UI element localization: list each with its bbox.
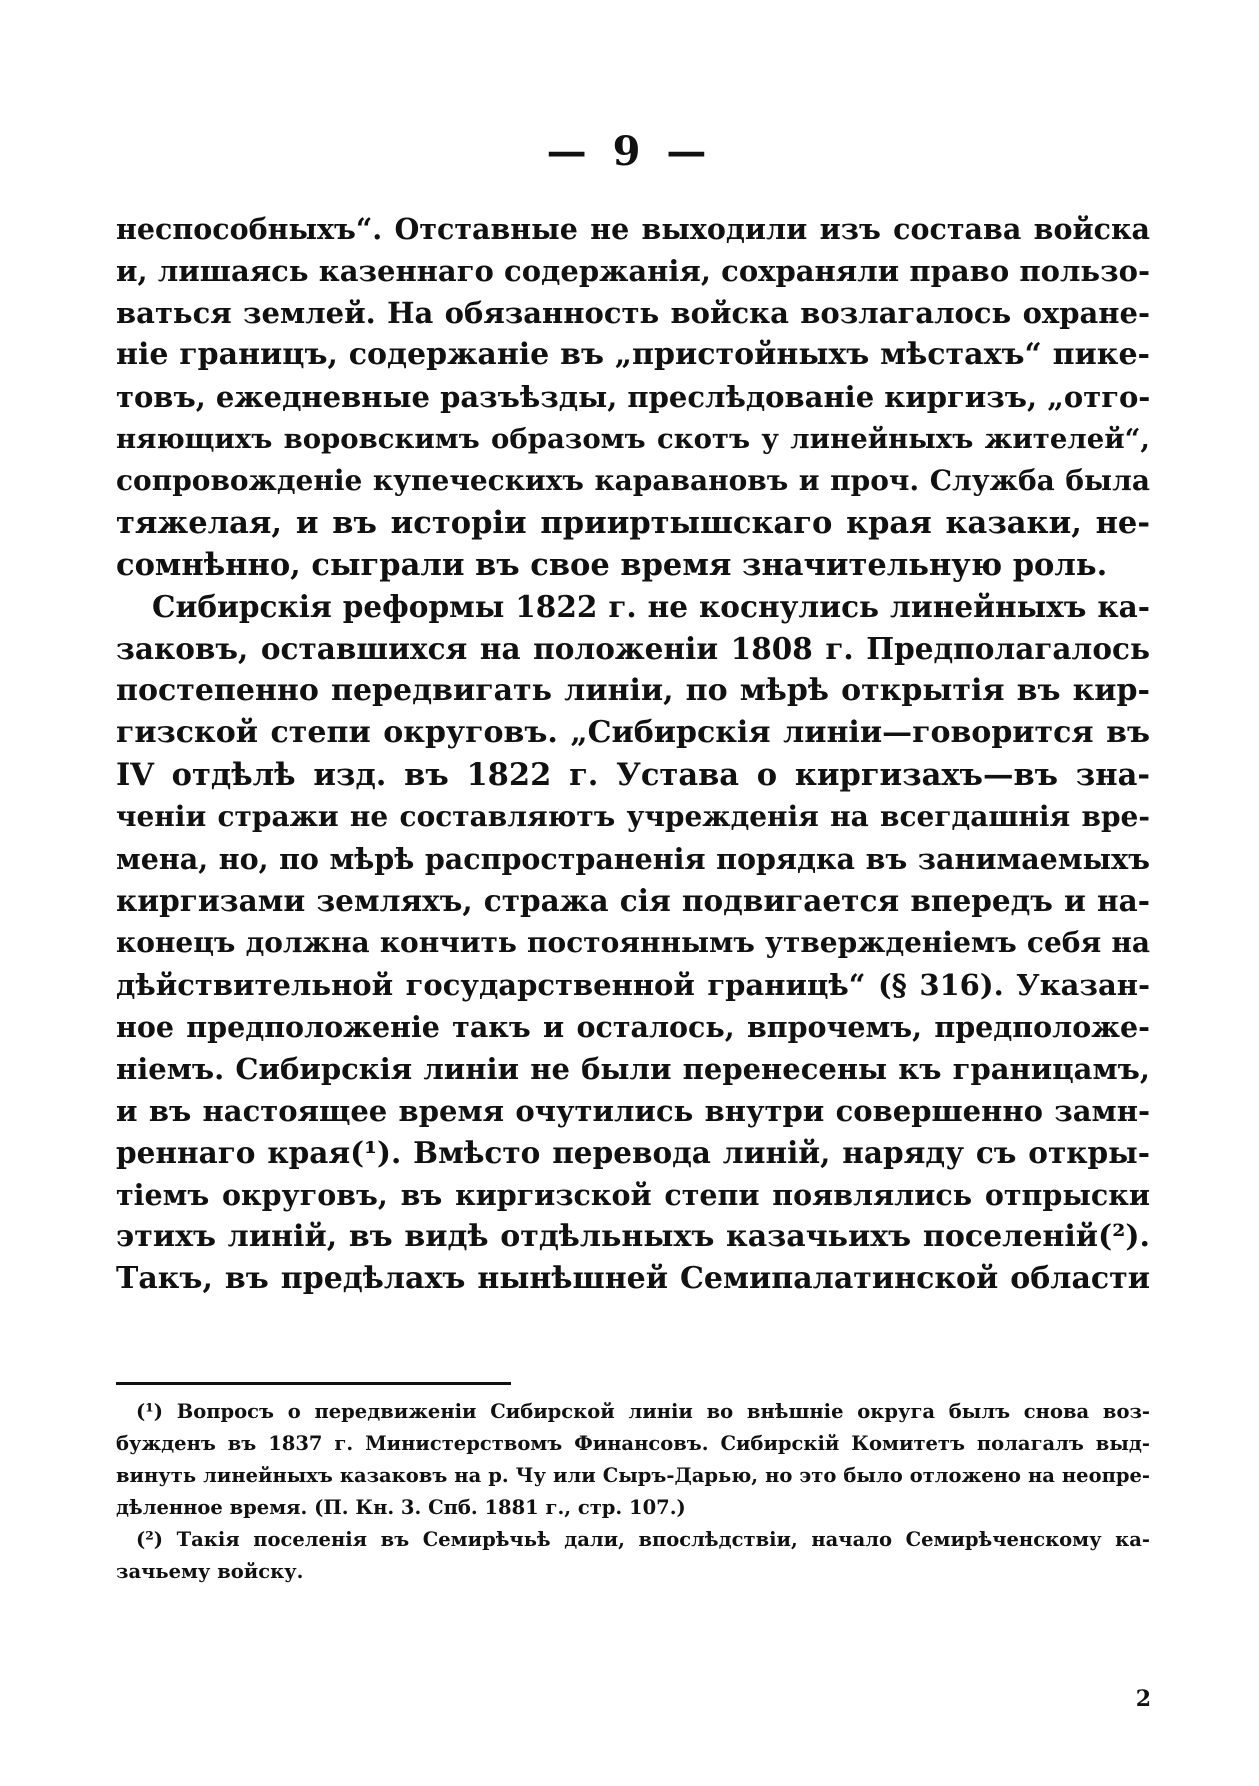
body-text-line: ваться землей. На обязанность войска возлагалось охране- [116,296,1150,330]
body-text-line: ніемъ. Сибирскія линіи не были перенесены къ границамъ, [116,1052,1150,1086]
footnote-line: зачьему войску. [116,1560,304,1583]
body-text-line: Такъ, въ предѣлахъ нынѣшней Семипалатинской области [116,1261,1150,1296]
body-text-line: ное предположеніе такъ и осталось, впрочемъ, предположе- [116,1010,1150,1044]
body-text-line: этихъ линій, въ видѣ отдѣльныхъ казачьихъ поселеній(²). [116,1219,1150,1254]
printer-signature-mark: 2 [1135,1686,1151,1712]
body-text-line: реннаго края(¹). Вмѣсто перевода линій, наряду съ откры- [116,1135,1150,1170]
body-text-line: ченіи стражи не составляютъ учрежденія на всегдашнія вре- [116,800,1150,833]
footnote-line: (²) Такія поселенія въ Семирѣчьѣ дали, впослѣдствіи, начало Семирѣченскому ка- [136,1528,1150,1551]
body-text-line: киргизами земляхъ, стража сія подвигается впередъ и на- [116,883,1150,918]
body-text-line: и въ настоящее время очутились внутри совершенно замн- [116,1094,1150,1128]
body-text-line: Сибирскія реформы 1822 г. не коснулись линейныхъ ка- [152,589,1150,624]
body-text-line: сомнѣнно, сыграли въ свое время значительную роль. [116,547,1108,583]
body-text-line: и, лишаясь казеннаго содержанія, сохраняли право пользо- [116,254,1150,288]
body-text-line: IV отдѣлѣ изд. въ 1822 г. Устава о киргизахъ—въ зна- [116,757,1150,793]
body-text-line: сопровожденіе купеческихъ каравановъ и проч. Служба была [116,464,1150,497]
body-text-line: заковъ, оставшихся на положеніи 1808 г. Предполагалось [116,631,1150,666]
body-text-line: гизской степи округовъ. „Сибирскія линіи—говорится въ [116,715,1150,750]
body-text-line: неспособныхъ“. Отставные не выходили изъ состава войска [116,212,1150,246]
footnote-line: дѣленное время. (П. Кн. 3. Спб. 1881 г., стр. 107.) [116,1496,686,1519]
footnote-line: бужденъ въ 1837 г. Министерствомъ Финансовъ. Сибирскій Комитетъ полагалъ выд- [116,1432,1150,1455]
body-text-line: мена, но, по мѣрѣ распространенія порядка въ занимаемыхъ [116,842,1150,876]
body-text-line: ніе границъ, содержаніе въ „пристойныхъ мѣстахъ“ пике- [116,337,1150,372]
page-number: — 9 — [546,128,713,175]
footnotes [116,1396,1150,1588]
footnote-line: (¹) Вопросъ о передвиженіи Сибирской линіи во внѣшніе округа былъ снова воз- [136,1400,1150,1423]
body-text-line: тіемъ округовъ, въ киргизской степи появлялись отпрыски [116,1178,1150,1212]
body-text-line: тяжелая, и въ исторіи прииртышскаго края казаки, не- [116,505,1150,541]
footnote-line: винуть линейныхъ казаковъ на р. Чу или Сыръ-Дарью, но это было отложено на неопре- [116,1464,1150,1487]
body-text-line: дѣйствительной государственной границѣ“ (§ 316). Указан- [116,968,1150,1002]
body-text-line: няющихъ воровскимъ образомъ скотъ у линейныхъ жителей“, [116,423,1150,455]
body-text-line: товъ, ежедневные разъѣзды, преслѣдованіе киргизъ, „отго- [116,380,1151,414]
body-text [116,208,1150,1300]
footnote-divider [116,1382,511,1385]
body-text-line: конецъ должна кончить постояннымъ утвержденіемъ себя на [116,926,1150,959]
body-text-line: постепенно передвигать линіи, по мѣрѣ открытія въ кир- [116,673,1150,708]
